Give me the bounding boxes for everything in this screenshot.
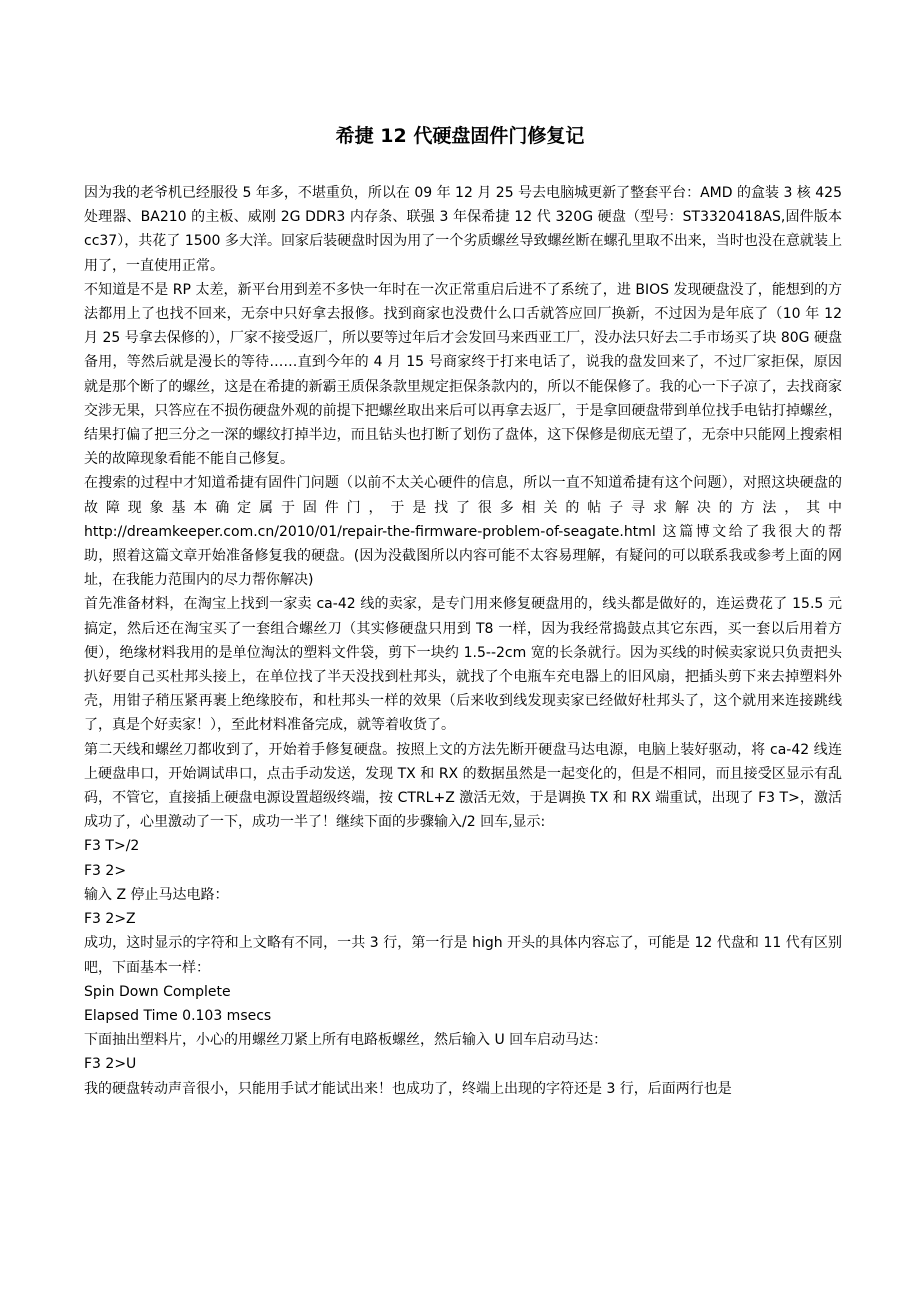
paragraph: 在搜索的过程中才知道希捷有固件门问题（以前不太关心硬件的信息，所以一直不知道希捷有这个问题），对照这块硬盘的故障现象基本确定属于固件门，于是找了很多相关的帖子寻求解决的方法，其中 http://dreamkeeper.com.cn/2010/01/repair-the-firmware-problem-of-seagate.html 这篇博文给了我很大的帮助，照着这篇文章开始准备修复我的硬盘。(因为没截图所以内容可能不太容易理解，有疑问的可以联系我或参考上面的网址，在我能力范围内的尽力帮你解决) <box>84 475 842 589</box>
terminal-line: Elapsed Time 0.103 msecs <box>84 1007 272 1024</box>
paragraph: 因为我的老爷机已经服役 5 年多，不堪重负，所以在 09 年 12 月 25 号去电脑城更新了整套平台：AMD 的盒装 3 核 425 处理器、BA210 的主板、威刚 2G DDR3 内存条、联强 3 年保希捷 12 代 320G 硬盘（型号：ST3320418AS,固件版本 cc37），共花了 1500 多大洋。回家后装硬盘时因为用了一个劣质螺丝导致螺丝断在螺孔里取不出来，当时也没在意就装上用了，一直使用正常。 <box>84 185 842 274</box>
document-title: 希捷 12 代硬盘固件门修复记 <box>335 125 585 147</box>
paragraph: 不知道是不是 RP 太差，新平台用到差不多快一年时在一次正常重启后进不了系统了，进 BIOS 发现硬盘没了，能想到的方法都用上了也找不回来，无奈中只好拿去报修。找到商家也没费什么口舌就答应回厂换新，不过因为是年底了（10 年 12 月 25 号拿去保修的），厂家不接受返厂，所以要等过年后才会发回马来西亚工厂，没办法只好去二手市场买了块 80G 硬盘备用，等然后就是漫长的等待……直到今年的 4 月 15 号商家终于打来电话了，说我的盘发回来了，不过厂家拒保，原因就是那个断了的螺丝，这是在希捷的新霸王质保条款里规定拒保条款内的，所以不能保修了。我的心一下子凉了，去找商家交涉无果，只答应在不损伤硬盘外观的前提下把螺丝取出来后可以再拿去返厂，于是拿回硬盘带到单位找手电钻打掉螺丝，结果打偏了把三分之一深的螺纹打掉半边，而且钻头也打断了划伤了盘体，这下保修是彻底无望了，无奈中只能网上搜索相关的故障现象看能不能自己修复。 <box>84 281 842 468</box>
paragraph: 输入 Z 停止马达电路： <box>84 886 229 903</box>
terminal-line: F3 2>Z <box>84 911 136 928</box>
paragraph: 我的硬盘转动声音很小，只能用手试才能试出来！也成功了，终端上出现的字符还是 3 行，后面两行也是 <box>84 1080 732 1097</box>
terminal-line: Spin Down Complete <box>84 983 231 1000</box>
paragraph: 下面抽出塑料片，小心的用螺丝刀紧上所有电路板螺丝，然后输入 U 回车启动马达： <box>84 1032 608 1049</box>
terminal-line: F3 2>U <box>84 1056 137 1073</box>
paragraph: 成功，这时显示的字符和上文略有不同，一共 3 行，第一行是 high 开头的具体内容忘了，可能是 12 代盘和 11 代有区别吧，下面基本一样： <box>84 935 842 976</box>
document-body <box>84 181 842 1101</box>
terminal-line: F3 T>/2 <box>84 838 140 855</box>
terminal-line: F3 2> <box>84 862 127 879</box>
paragraph: 第二天线和螺丝刀都收到了，开始着手修复硬盘。按照上文的方法先断开硬盘马达电源，电脑上装好驱动，将 ca-42 线连上硬盘串口，开始调试串口，点击手动发送，发现 TX 和 RX 的数据虽然是一起变化的，但是不相同，而且接受区显示有乱码，不管它，直接插上硬盘电源设置超级终端，按 CTRL+Z 激活无效，于是调换 TX 和 RX 端重试，出现了 F3 T>，激活成功了，心里激动了一下，成功一半了！继续下面的步骤输入/2 回车,显示: <box>84 741 842 831</box>
paragraph: 首先准备材料，在淘宝上找到一家卖 ca-42 线的卖家，是专门用来修复硬盘用的，线头都是做好的，连运费花了 15.5 元搞定，然后还在淘宝买了一套组合螺丝刀（其实修硬盘只用到 T8 一样，因为我经常捣鼓点其它东西，买一套以后用着方便），绝缘材料我用的是单位淘汰的塑料文件袋，剪下一块约 1.5--2cm 宽的长条就行。因为买线的时候卖家说只负责把头扒好要自己买杜邦头接上，在单位找了半天没找到杜邦头，就找了个电瓶车充电器上的旧风扇，把插头剪下来去掉塑料外壳，用钳子稍压紧再裹上绝缘胶布，和杜邦头一样的效果（后来收到线发现卖家已经做好杜邦头了，这个就用来连接跳线了，真是个好卖家！），至此材料准备完成，就等着收货了。 <box>84 596 842 734</box>
